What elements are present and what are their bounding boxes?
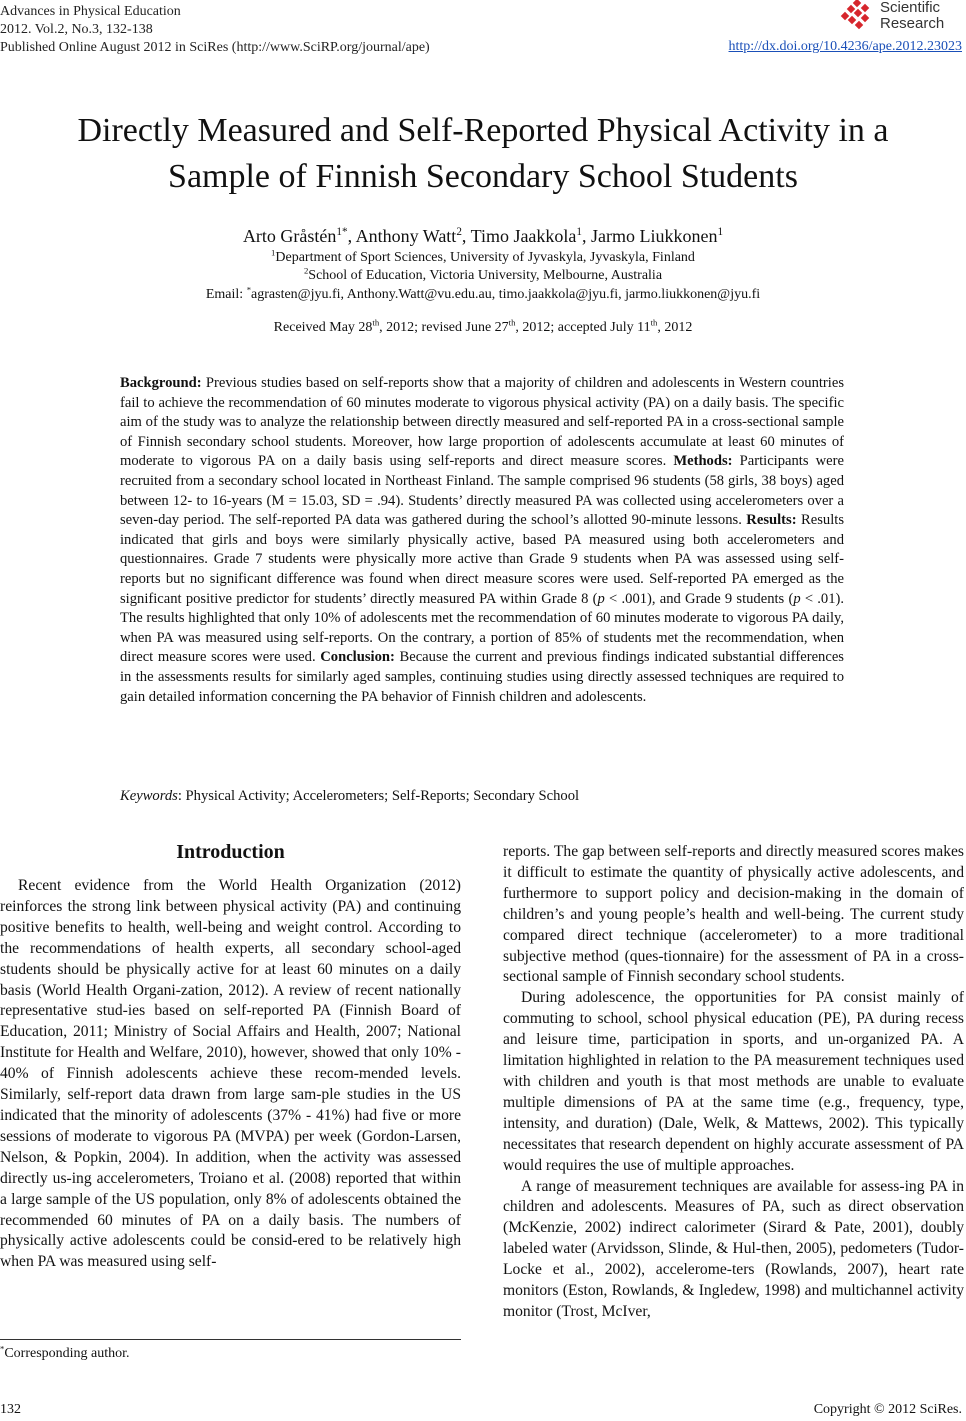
email-sup: *: [246, 284, 252, 295]
background-label: Background:: [120, 375, 202, 391]
volume-info: 2012. Vol.2, No.3, 132-138: [0, 22, 153, 37]
revised-text: , 2012; revised June 27: [379, 320, 509, 335]
methods-label: Methods:: [673, 453, 733, 470]
copyright: Copyright © 2012 SciRes.: [813, 1402, 962, 1417]
title-line-2: Sample of Finnish Secondary School Students: [168, 158, 798, 195]
affiliation-sup: 2: [303, 265, 309, 276]
author-name: Arto Gråstén: [242, 226, 337, 246]
journal-name: Advances in Physical Education: [0, 4, 181, 19]
p-value-symbol: p: [793, 590, 801, 607]
conclusion-text: Because the current and previous findings indicated substantial differences in the assessments results for similarly aged samples, continuing studies using directly assessed techniques are required to gain detailed information concerning the PA behavior of Finnish children and adolescents.: [120, 649, 844, 705]
results-text: Results indicated that girls and boys were similarly physically active, based PA measured using both accelerometers and questionnaires. Grade 7 students were physically more active than Grade 9 students when PA was assessed using self-reports but no significant difference was found when direct measure scores were used. Self-reported PA emerged as the significant positive predictor for students’ directly measured PA within Grade 8 (: [120, 512, 844, 607]
footnote: [0, 1345, 130, 1363]
section-heading-introduction: Introduction: [176, 841, 285, 863]
scientific-research-logo: [840, 0, 950, 36]
email-addresses[interactable]: agrasten@jyu.fi, Anthony.Watt@vu.edu.au, timo.jaakkola@jyu.fi, jarmo.liukkonen@jyu.fi: [251, 287, 761, 302]
affiliation-1: [0, 248, 966, 267]
published-info: Published Online August 2012 in SciRes (http://www.SciRP.org/journal/ape): [0, 40, 430, 55]
paper-title: [0, 108, 966, 200]
author-sep: ,: [582, 226, 591, 246]
page-number: 132: [0, 1402, 21, 1417]
affiliation-text: School of Education, Victoria University, Melbourne, Australia: [308, 268, 663, 283]
methods-text: Participants were recruited from a secondary school located in Northeast Finland. The sample comprised 96 students (58 girls, 38 boys) aged between 12- to 16-years (M = 15.03, SD = .94). Students’ directly measured PA was collected using accelerometers over a seven-day period. The self-reported PA data was gathered during the school’s allotted 90-minute lessons.: [120, 453, 844, 529]
author-name: Timo Jaakkola: [470, 226, 577, 246]
results-text: < .001), and Grade 9 students (: [604, 590, 794, 607]
ordinal-sup: th: [650, 317, 658, 328]
p-value-symbol: p: [597, 590, 605, 607]
paragraph: During adolescence, the opportunities for PA consist mainly of commuting to school, school physical education (PE), PA during recess and leisure time, participation in sports, and un-organized PA. A limitation highlighted in relation to the PA measurement techniques used with children and youth is that most methods are unable to evaluate multiple dimensions of PA at the same time (e.g., frequency, type, intensity, and duration) (Dale, Welk, & Mattews, 2002). This typically necessitates that research dependent on highly accurate assessment of PA would requires the use of multiple approaches.: [503, 989, 964, 1174]
affiliation-sup: 1: [271, 247, 276, 258]
author-affil-sup: 1: [576, 226, 582, 238]
logo-icon: [840, 0, 876, 34]
author-name: Jarmo Liukkonen: [591, 226, 718, 246]
paragraph: A range of measurement techniques are available for assess-ing PA in children and adolescents. Measures of PA, such as direct observation (McKenzie, 2002) indirect calorimeter (Sirard & Pate, 2001), doubly labeled water (Arvidsson, Slinde, & Hul-then, 2005), pedometers (Tudor-Locke et al., 2002), accelerome-ters (Rowlands, 2007), heart rate monitors (Eston, Rowlands, & Ingledew, 1998) and multichannel activity monitor (Trost, McIver,: [503, 1177, 964, 1320]
keywords-label: Keywords: [120, 788, 178, 804]
background-text: Previous studies based on self-reports show that a majority of children and adolescents in Western countries fail to achieve the recommendation of 60 minutes moderate to vigorous physical activity (PA) on a daily basis. The specific aim of the study was to analyze the relationship between directly measured and self-reported PA in a cross-sectional sample of Finnish secondary school students. Moreover, how large proportion of adolescents accumulate at least 60 minutes of moderate to vigorous PA on a daily basis using self-reports and direct measure scores.: [120, 375, 844, 470]
logo-line-2: Research: [880, 15, 945, 32]
paragraph: reports. The gap between self-reports and directly measured scores makes it difficult to estimate the quantity of physically active adolescents, and furthermore to support policy and decision-making in the domain of children’s and young people’s health and well-being. The current study compared direct technique (accelerometer) to a more traditional subjective method (ques-tionnaire) for the assessment of PA in a cross-sectional sample of Finnish secondary school students.: [503, 843, 964, 986]
conclusion-label: Conclusion:: [320, 649, 395, 666]
doi-link[interactable]: http://dx.doi.org/10.4236/ape.2012.23023: [728, 39, 962, 54]
received-dates: [0, 318, 966, 338]
author-affil-sup: 1*: [336, 226, 348, 238]
logo-line-1: Scientific: [880, 0, 941, 16]
footnote-sup: *: [0, 1343, 5, 1354]
author-name: Anthony Watt: [355, 226, 457, 246]
received-text: Received May 28: [273, 320, 373, 335]
footnote-text: Corresponding author.: [4, 1346, 130, 1361]
footnote-divider: [0, 1339, 461, 1340]
author-sep: ,: [461, 226, 471, 246]
keywords-text: : Physical Activity; Accelerometers; Self-Reports; Secondary School: [177, 788, 580, 804]
keywords: [120, 786, 844, 806]
author-sep: ,: [347, 226, 356, 246]
abstract: [120, 374, 844, 707]
email-line: [0, 285, 966, 304]
year-text: , 2012: [657, 320, 693, 335]
author-affil-sup: 2: [456, 226, 462, 238]
right-column: [503, 842, 964, 1323]
affiliation-text: Department of Sport Sciences, University of Jyvaskyla, Jyvaskyla, Finland: [275, 250, 695, 265]
author-affil-sup: 1: [717, 226, 724, 238]
affiliation-2: [0, 266, 966, 285]
left-column: [0, 876, 461, 1273]
accepted-text: , 2012; accepted July 11: [515, 320, 651, 335]
title-line-1: Directly Measured and Self-Reported Physical Activity in a: [77, 112, 889, 149]
author-list: [0, 224, 966, 248]
ordinal-sup: th: [372, 317, 380, 328]
paragraph: Recent evidence from the World Health Organization (2012) reinforces the strong link between physical activity (PA) and continuing positive benefits to health, well-being and weight control. According to the recommendations of health experts, all secondary school-aged students should be physically active for at least 60 minutes on a daily basis (World Health Organi-zation, 2012). A review of recent nationally representative stud-ies based on self-reported PA (Finnish Board of Education, 2011; Ministry of Social Affairs and Health, 2007; National Institute for Health and Welfare, 2010), however, showed that only 10% - 40% of Finnish adolescents achieve these recom-mended levels. Similarly, self-report data drawn from large sam-ple studies in the US indicated that the minority of adolescents (37% - 41%) had five or more sessions of moderate to vigorous PA (MVPA) per week (Gordon-Larsen, Nelson, & Popkin, 2004). In addition, when the activity was assessed directly us-ing accelerometers, Troiano et al. (2008) reported that within a large sample of the US population, only 8% of adolescents obtained the recommended 60 minutes of PA on a daily basis. The numbers of physically active adolescents could be consid-ered to be relatively high when PA was measured using self-: [0, 877, 461, 1271]
results-label: Results:: [746, 512, 797, 529]
results-text: < .01). The results highlighted that only 10% of adolescents met the recommendation of 60 minutes moderate to vigorous PA daily, when PA was measured using self-reports. On the contrary, a portion of 85% of students met the recommendation, when direct measure scores were used.: [120, 590, 845, 666]
ordinal-sup: th: [508, 317, 516, 328]
email-label: Email:: [205, 287, 247, 302]
